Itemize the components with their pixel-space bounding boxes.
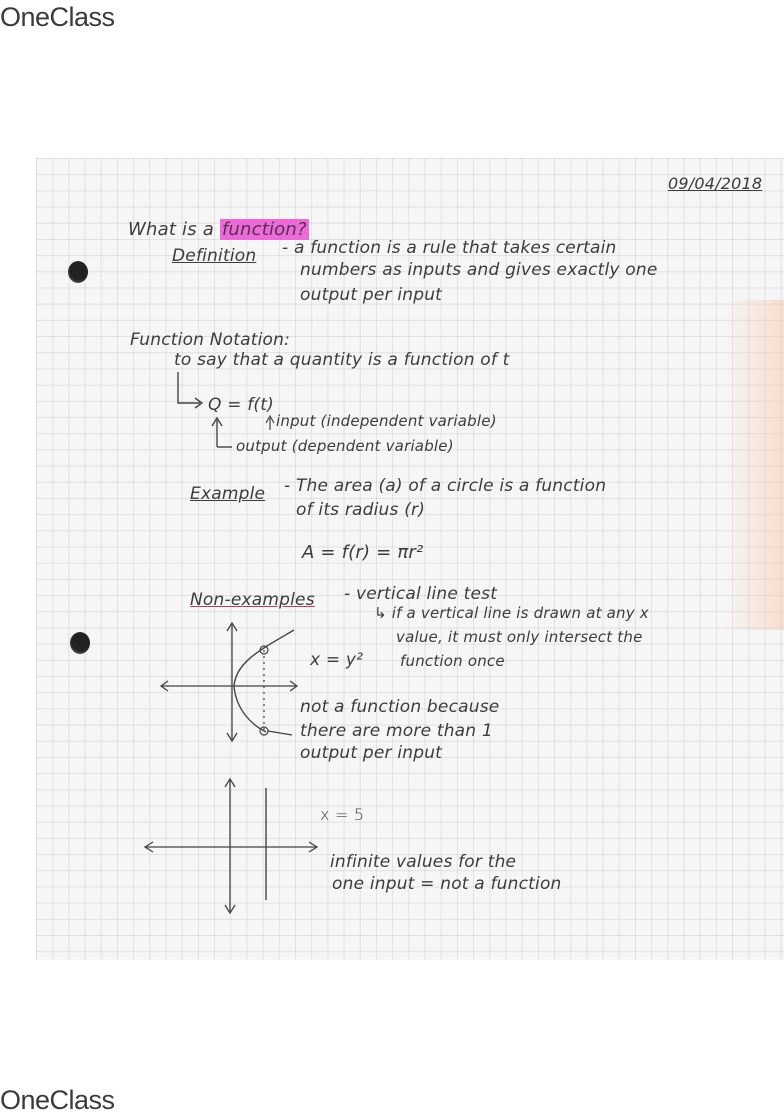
definition-line-3: output per input — [300, 285, 443, 305]
graph1-line-2: there are more than 1 — [300, 721, 493, 741]
definition-line-1: - a function is a rule that takes certain — [282, 238, 617, 258]
example-line-1: - The area (a) of a circle is a function — [284, 476, 607, 496]
nonexamples-line-2: value, it must only intersect the — [396, 628, 643, 646]
graph2-line-1: infinite values for the — [330, 852, 517, 872]
graph1-line-1: not a function because — [300, 697, 500, 717]
nonexamples-line-3: function once — [400, 652, 505, 670]
nonexamples-line-1: ↳ if a vertical line is drawn at any x — [374, 604, 649, 622]
graph1-line-3: output per input — [300, 743, 443, 763]
notation-formula: Q = f(t) — [208, 395, 274, 415]
logo-text: OneClass — [0, 2, 115, 32]
nonexamples-rule: - vertical line test — [344, 584, 498, 604]
graph1-equation: x = y² — [310, 650, 364, 670]
nonexamples-label: Non-examples — [190, 590, 315, 610]
example-line-2: of its radius (r) — [296, 500, 426, 520]
date: 09/04/2018 — [668, 174, 763, 193]
oneclass-logo-bottom — [0, 1085, 115, 1116]
notation-heading: Function Notation: — [130, 330, 291, 350]
logo-text: OneClass — [0, 1085, 115, 1115]
graph2-line-2: one input = not a function — [332, 874, 562, 894]
title-prefix: What is a — [128, 219, 220, 240]
example-label: Example — [190, 484, 266, 504]
graph2-equation: x = 5 — [320, 805, 365, 824]
input-note: input (independent variable) — [276, 412, 497, 430]
example-formula: A = f(r) = πr² — [302, 542, 424, 563]
output-note: output (dependent variable) — [236, 437, 454, 455]
definition-line-2: numbers as inputs and gives exactly one — [300, 260, 658, 280]
title-highlight: function? — [221, 219, 307, 240]
notation-line: to say that a quantity is a function of t — [174, 350, 510, 370]
definition-label: Definition — [172, 246, 257, 266]
